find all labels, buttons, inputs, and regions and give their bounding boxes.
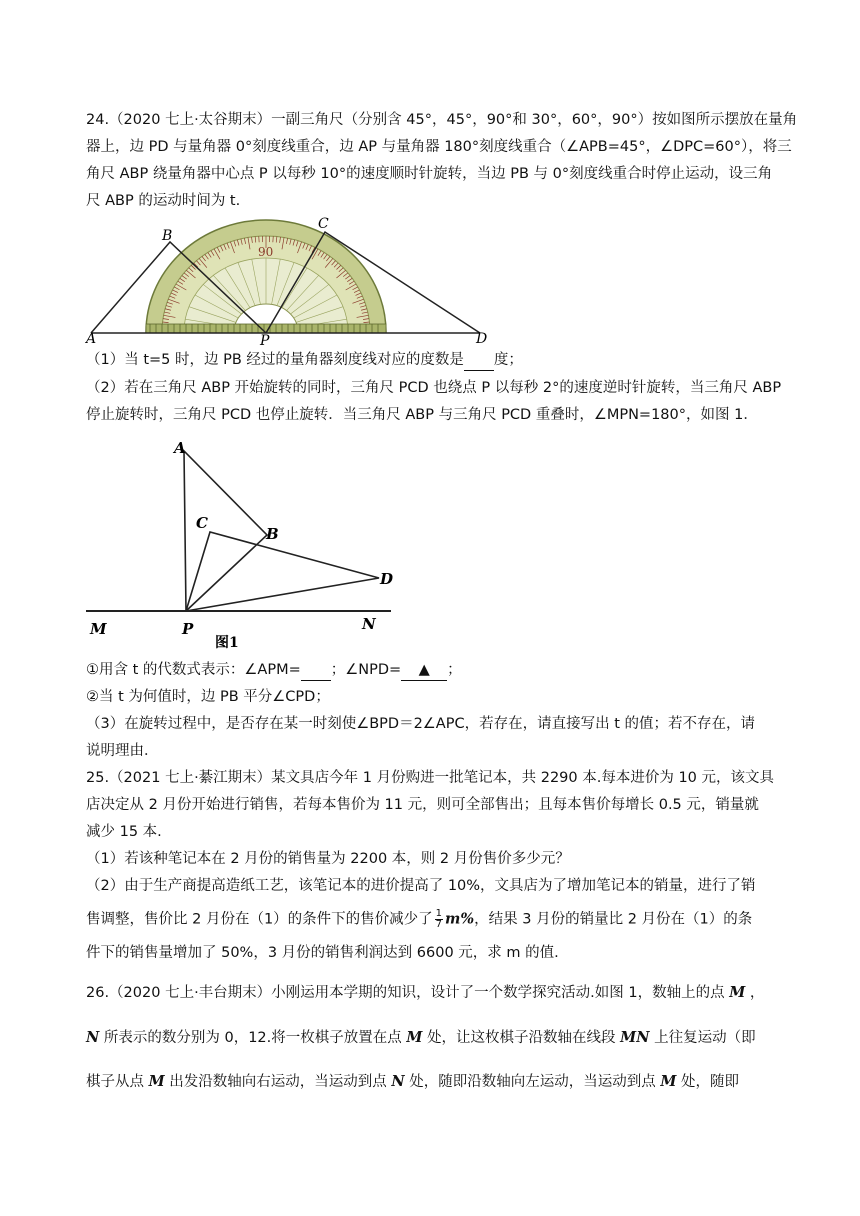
var-M: M (729, 984, 746, 1001)
q26-line3 (86, 1072, 776, 1092)
fig2-label-A: A (174, 439, 186, 457)
fig1-label-B: B (162, 228, 173, 244)
q25-sub2-line1: （2）由于生产商提高造纸工艺，该笔记本的进价提高了 10%，文具店为了增加笔记本的销量，进行了销 (86, 878, 756, 894)
q25-sub2-line2-b: ，结果 3 月份的销量比 2 月份在（1）的条 (474, 911, 753, 928)
fraction-variable: m% (445, 910, 475, 928)
triangle-marker: ▲ (401, 660, 447, 681)
protractor-top-label: 90 (258, 245, 274, 259)
fig2-label-M: M (90, 620, 107, 638)
fig1-label-C: C (318, 216, 329, 232)
q24-item2: ②当 t 为何值时，边 PB 平分∠CPD； (86, 689, 330, 705)
q24-sub2-line2: 停止旋转时，三角尺 PCD 也停止旋转．当三角尺 ABP 与三角尺 PCD 重叠时，∠MPN=180°，如图 1． (86, 407, 758, 423)
fig2-label-P: P (182, 620, 194, 638)
q24-item1-mid: ；∠NPD= (330, 662, 402, 678)
q26-line3-c: 处，随即沿数轴向左运动，当运动到点 (409, 1074, 656, 1090)
fig2-caption: 图1 (215, 635, 239, 651)
q24-line4: 尺 ABP 的运动时间为 t. (86, 193, 241, 209)
q24-line2: 器上，边 PD 与量角器 0°刻度线重合，边 AP 与量角器 180°刻度线重合（∠APB=45°，∠DPC=60°），将三 (86, 139, 792, 155)
fig2-label-D: D (380, 570, 394, 588)
var-M: M (148, 1073, 165, 1090)
q24-item1-end: ； (447, 662, 462, 678)
fig1-label-A: A (86, 331, 97, 347)
answer-blank (464, 350, 494, 371)
q26-line2-a: 所表示的数分别为 0，12.将一枚棋子放置在点 (103, 1030, 402, 1046)
figure-1 (86, 436, 396, 656)
q25-line2: 店决定从 2 月份开始进行销售，若每本售价为 11 元，则可全部售出；且每本售价每增长 0.5 元，销量就 (86, 797, 759, 813)
q26-line2-b: 处，让这枚棋子沿数轴在线段 (427, 1030, 616, 1046)
fig1-label-D: D (476, 331, 488, 347)
q25-line3: 减少 15 本. (86, 824, 162, 840)
fraction-numerator: 1 (435, 908, 443, 919)
q26-line1-end: ， (749, 985, 765, 1001)
q26-line1 (86, 983, 776, 1003)
fig2-label-N: N (362, 615, 376, 633)
var-MN: MN (620, 1029, 650, 1046)
q26-line3-d: 处，随即 (681, 1074, 740, 1090)
protractor-figure (84, 212, 504, 348)
q24-sub3-line1: （3）在旋转过程中，是否存在某一时刻使∠BPD＝2∠APC，若存在，请直接写出 t 的值；若不存在，请 (86, 716, 755, 732)
q24-item1-text: ①用含 t 的代数式表示：∠APM= (86, 662, 301, 678)
var-N: N (86, 1029, 100, 1046)
q25-sub1: （1）若该种笔记本在 2 月份的销售量为 2200 本，则 2 月份售价多少元？ (86, 851, 570, 867)
fig2-label-C: C (196, 514, 208, 532)
q26-line3-b: 出发沿数轴向右运动，当运动到点 (169, 1074, 387, 1090)
q26-line2 (86, 1028, 776, 1048)
q24-item1 (86, 660, 776, 681)
q24-sub1 (86, 350, 776, 371)
q25-line1: 25.（2021 七上·綦江期末）某文具店今年 1 月份购进一批笔记本，共 2290 本.每本进价为 10 元，该文具 (86, 770, 775, 786)
q25-sub2-line2-a: 售调整，售价比 2 月份在（1）的条件下的售价减少了 (86, 911, 433, 928)
q25-sub2-line3: 件下的销售量增加了 50%，3 月份的销售利润达到 6600 元，求 m 的值. (86, 945, 559, 961)
fraction-denominator: 7 (435, 919, 443, 930)
fig2-label-B: B (266, 525, 279, 543)
q25-sub2-line2 (86, 909, 776, 930)
q26-line1-text: 26.（2020 七上·丰台期末）小刚运用本学期的知识，设计了一个数学探究活动.如图 1，数轴上的点 (86, 985, 725, 1001)
fig1-label-P: P (260, 333, 270, 348)
q24-line1: 24.（2020 七上·太谷期末）一副三角尺（分别含 45°，45°，90°和 30°，60°，90°）按如图所示摆放在量角 (86, 112, 798, 128)
var-M: M (406, 1029, 423, 1046)
fraction (435, 909, 443, 930)
answer-blank (301, 660, 331, 681)
var-M: M (660, 1073, 677, 1090)
q26-line3-a: 棋子从点 (86, 1074, 144, 1090)
var-N: N (391, 1073, 405, 1090)
q24-sub3-line2: 说明理由． (86, 743, 159, 759)
q24-sub1-unit: 度； (493, 352, 523, 368)
q24-line3: 角尺 ABP 绕量角器中心点 P 以每秒 10°的速度顺时针旋转，当边 PB 与 0°刻度线重合时停止运动，设三角 (86, 166, 773, 182)
q26-line2-c: 上往复运动（即 (654, 1030, 756, 1046)
q24-sub1-text: （1）当 t=5 时，边 PB 经过的量角器刻度线对应的度数是 (86, 352, 464, 368)
q24-sub2-line1: （2）若在三角尺 ABP 开始旋转的同时，三角尺 PCD 也绕点 P 以每秒 2°的速度逆时针旋转，当三角尺 ABP (86, 380, 782, 396)
